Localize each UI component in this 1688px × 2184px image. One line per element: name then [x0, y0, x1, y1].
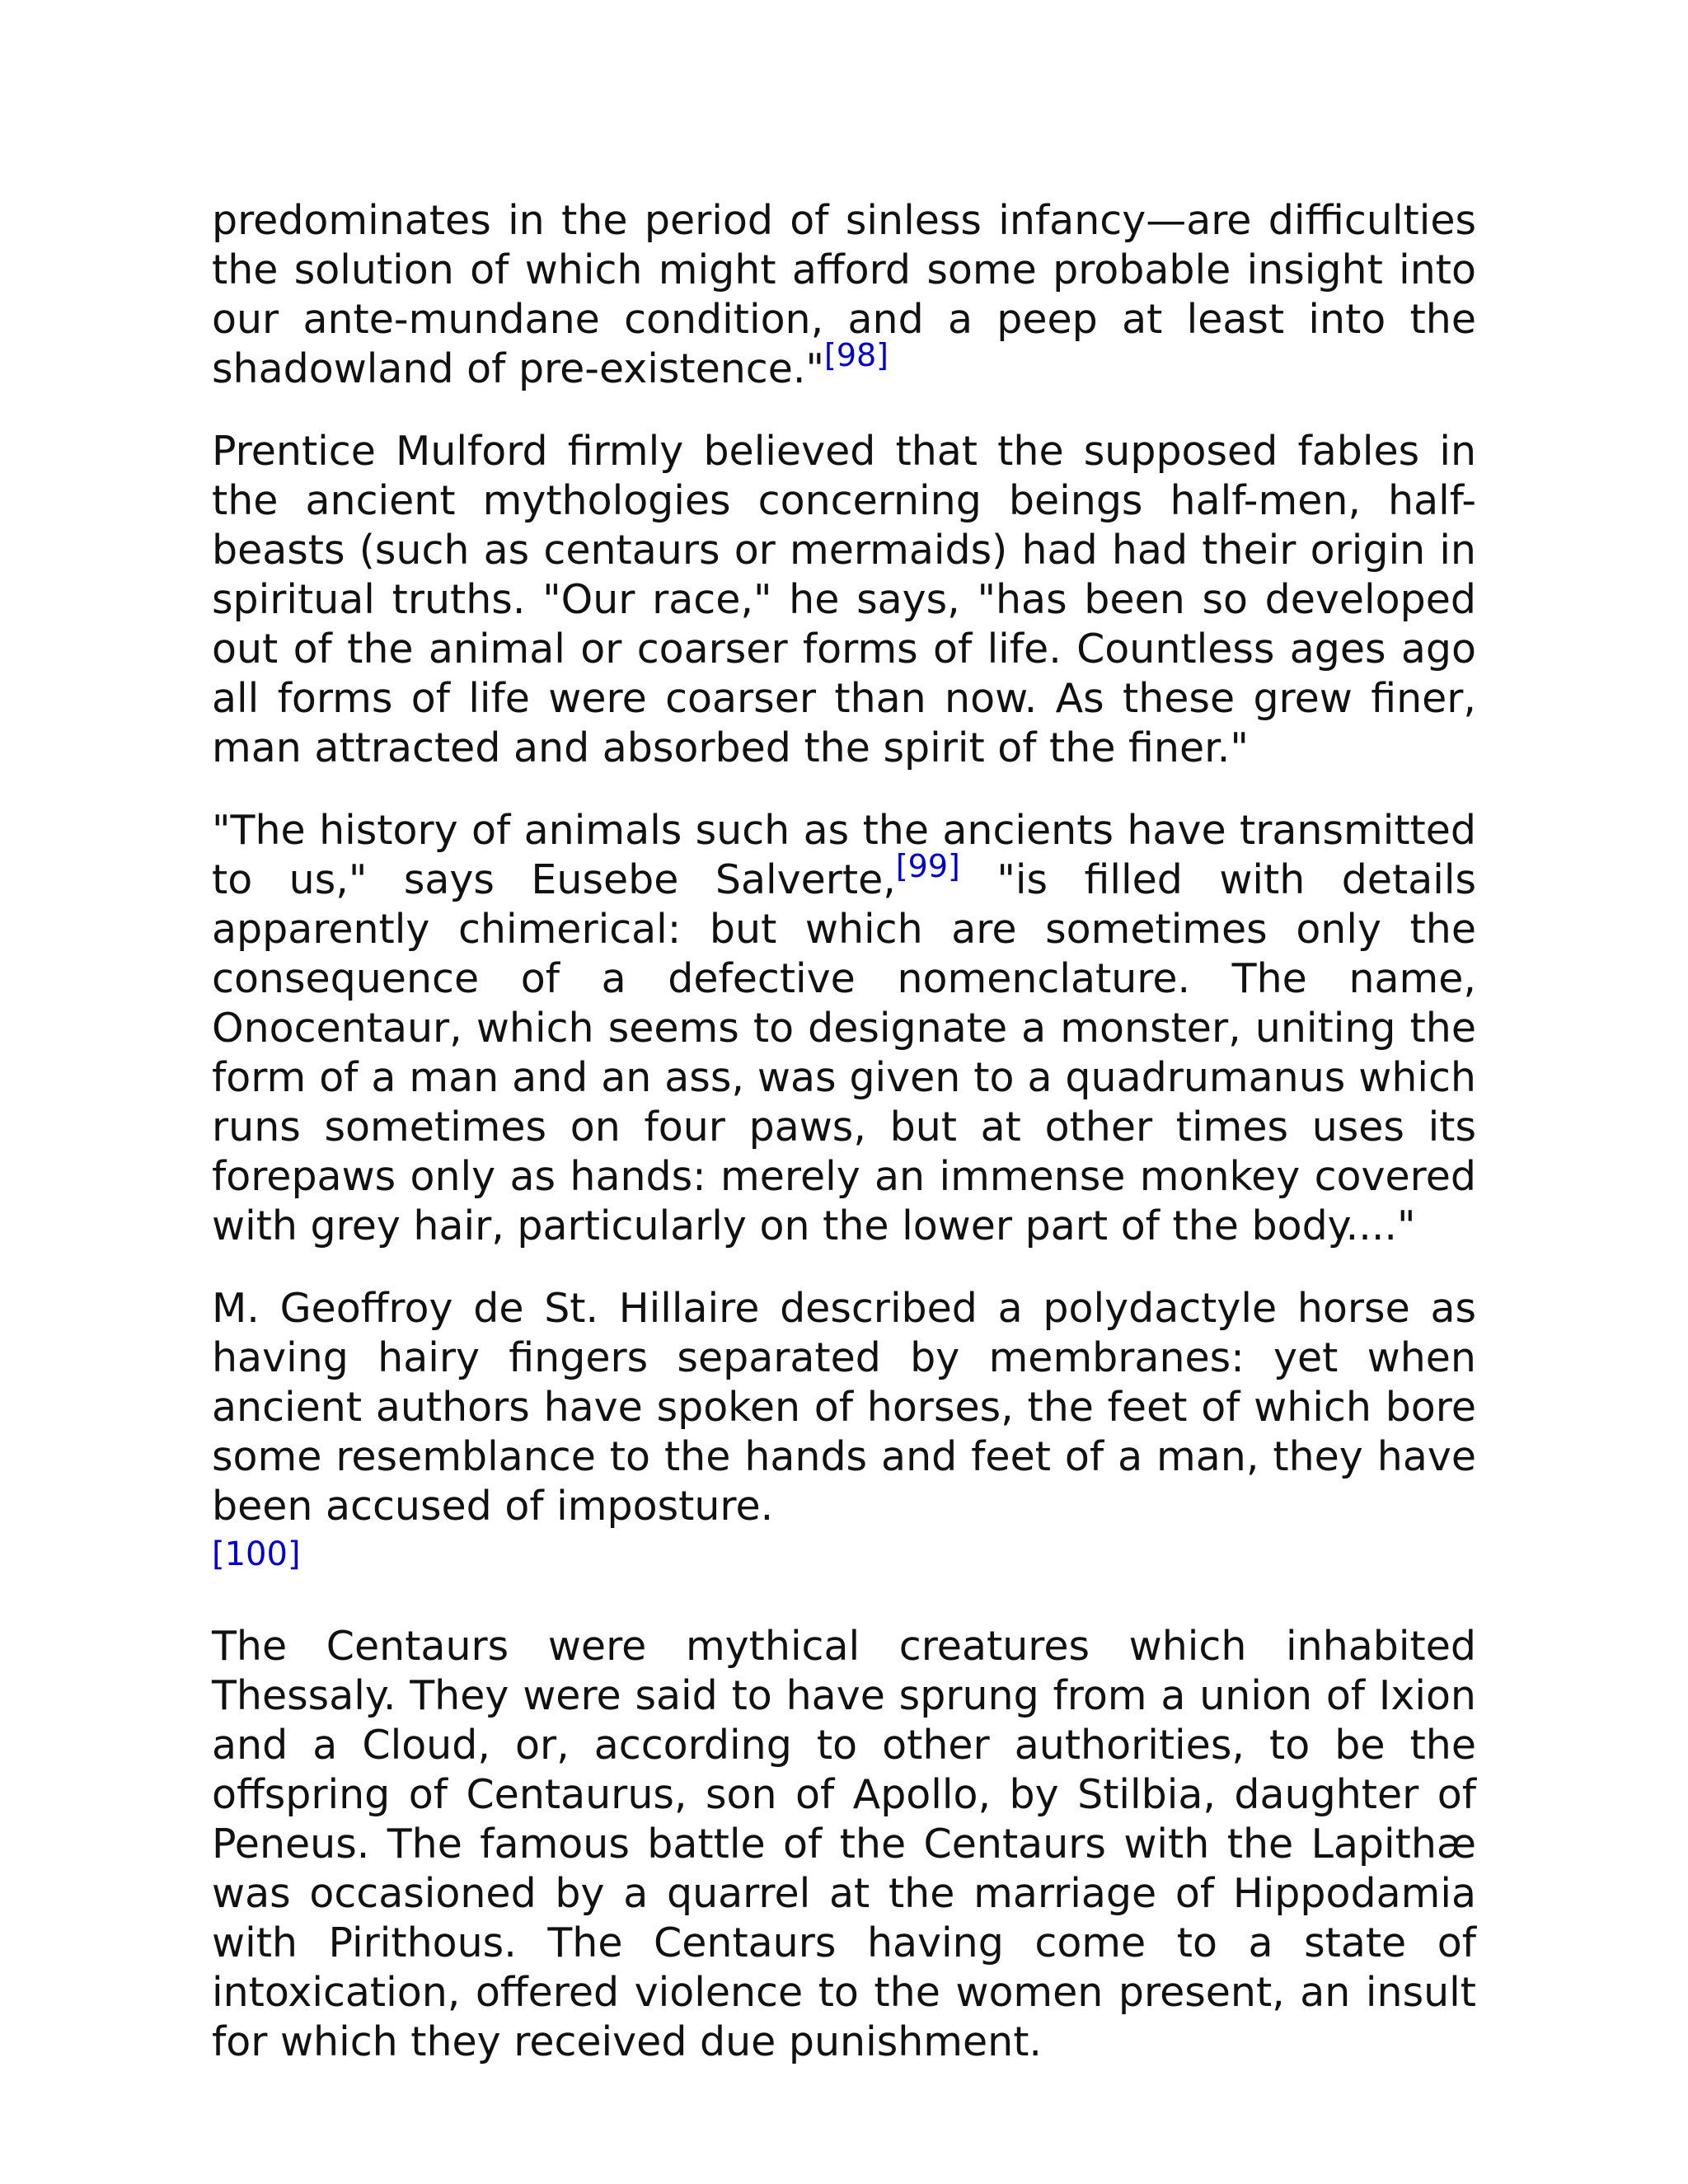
paragraph-1: [212, 196, 1476, 394]
footnote-link-100[interactable]: [100]: [212, 1535, 301, 1573]
footnote-link-99[interactable]: [99]: [895, 848, 960, 884]
paragraph-4: [212, 1284, 1476, 1531]
paragraph-3: [212, 806, 1476, 1251]
document-page: [212, 196, 1476, 2100]
paragraph-3-text-before: "The history of animals such as the ancients have transmitted to us," says Eusebe Salverte,: [212, 807, 1476, 903]
paragraph-2: [212, 427, 1476, 773]
paragraph-4-text: M. Geoffroy de St. Hillaire described a polydactyle horse as having hairy fingers separated by membranes: yet when ancient authors have spoken of horses, the feet of which bore some resemblance to the hands and feet of a man, they have been accused of imposture.: [212, 1285, 1476, 1530]
paragraph-5: [212, 1622, 1476, 2067]
paragraph-5-text: The Centaurs were mythical creatures which inhabited Thessaly. They were said to have sprung from a union of Ixion and a Cloud, or, according to other authorities, to be the offspring of Centaurus, son of Apollo, by Stilbia, daughter of Peneus. The famous battle of the Centaurs with the Lapithæ was occasioned by a quarrel at the marriage of Hippodamia with Pirithous. The Centaurs having come to a state of intoxication, offered violence to the women present, an insult for which they received due punishment.: [212, 1623, 1476, 2065]
paragraph-3-text-after: "is filled with details apparently chimerical: but which are sometimes only the consequence of a defective nomenclature. The name, Onocentaur, which seems to designate a monster, uniting the form of a man and an ass, was given to a quadrumanus which runs sometimes on four paws, but at other times uses its forepaws only as hands: merely an immense monkey covered with grey hair, particularly on the lower part of the body....": [212, 856, 1477, 1249]
paragraph-2-text: Prentice Mulford firmly believed that the supposed fables in the ancient mythologies concerning beings half-men, half-beasts (such as centaurs or mermaids) had had their origin in spiritual truths. "Our race," he says, "has been so developed out of the animal or coarser forms of life. Countless ages ago all forms of life were coarser than now. As these grew finer, man attracted and absorbed the spirit of the finer.": [212, 428, 1476, 771]
footnote-link-98[interactable]: [98]: [824, 337, 889, 373]
paragraph-1-text: predominates in the period of sinless infancy—are difficulties the solution of which might afford some probable insight into our ante-mundane condition, and a peep at least into the shadowland of pre-existence.": [212, 197, 1476, 392]
